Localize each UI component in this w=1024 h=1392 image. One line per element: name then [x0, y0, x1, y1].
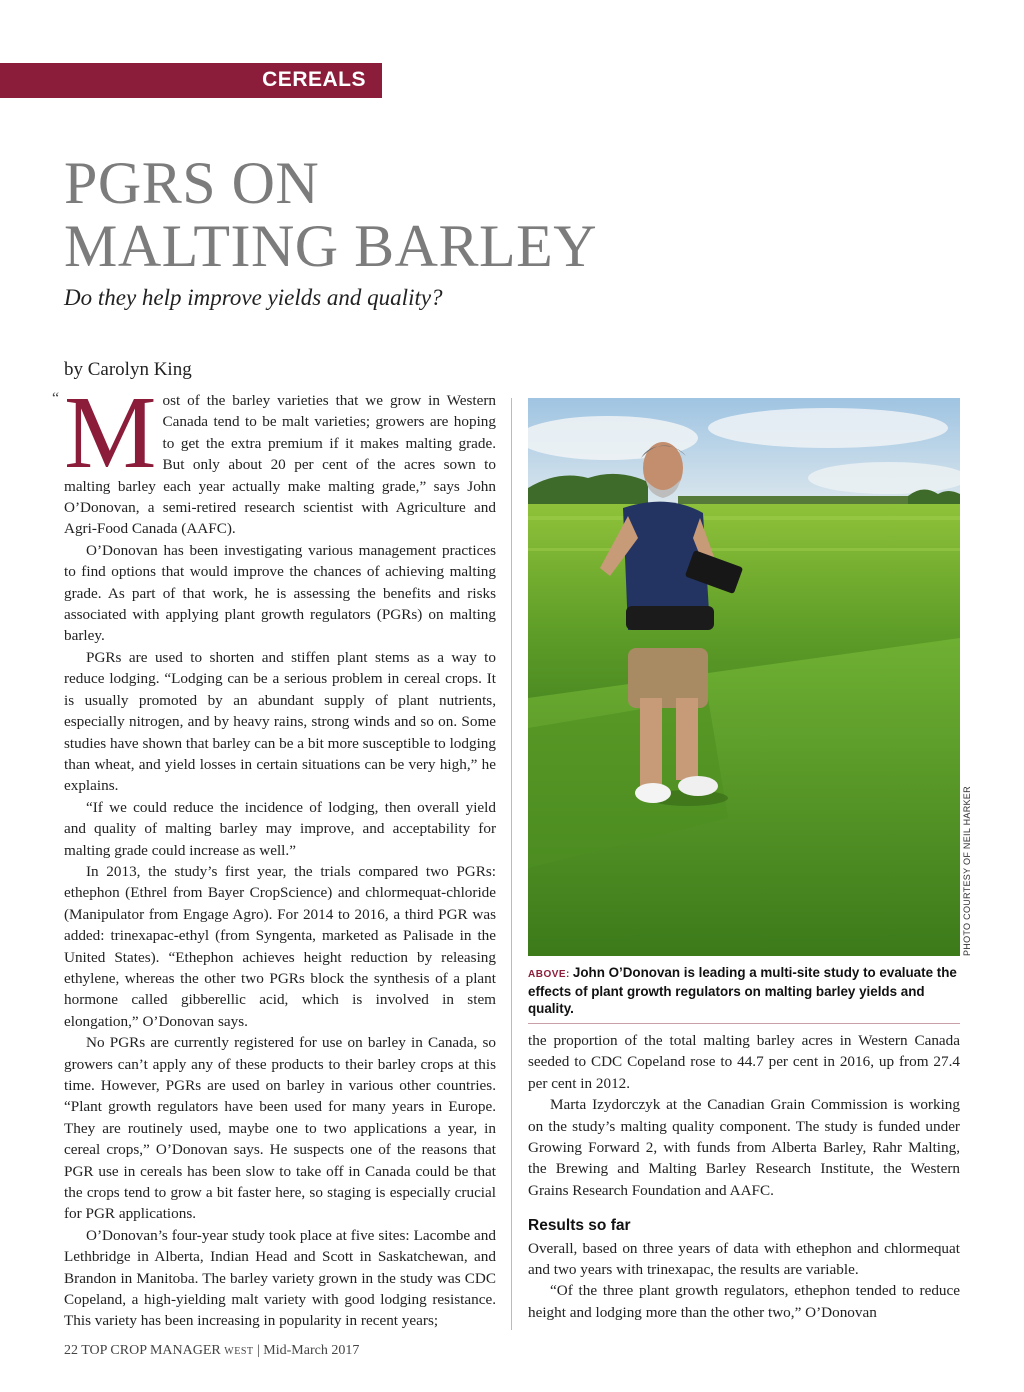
paragraph: No PGRs are currently registered for use on barley in Canada, so growers can’t apply any of these products to their barley crops at this time. However, PGRs are used on barley in various other countries. “Plant growth regulators have been used for many years in Europe. They are routinely used, maybe one to two applications a year, in cereal crops,” O’Donovan says. He suspects one of the reasons that PGR use in cereals has been slow to take off in Canada could be that the crops tend to grow a bit faster here, so staging is especially crucial for PGR applications. — [64, 1034, 496, 1223]
edition-label: WEST — [224, 1346, 254, 1357]
photo-credit: PHOTO COURTESY OF NEIL HARKER — [962, 786, 972, 956]
section-label: CEREALS — [262, 68, 366, 91]
headline — [64, 152, 684, 278]
paragraph: O’Donovan has been investigating various management practices to find options that would improve the chances of achieving malting grade. As part of that work, he is assessing the benefits and risks associated with applying plant growth regulators (PGRs) on malting barley. — [64, 541, 496, 645]
paragraph-text: ost of the barley varieties that we grow in Western Canada tend to be malt varieties; growers are hoping to get the extra premium if it makes malting grade. But only about 20 per cent of the acres sown to malting barley each year actually make malting grade,” says John O’Donovan, a semi-retired research scientist with Agriculture and Agri-Food Canada (AAFC). — [64, 392, 496, 538]
byline: by Carolyn King — [64, 359, 192, 380]
photo-researcher-in-barley-field — [528, 398, 960, 956]
page-footer — [64, 1343, 359, 1359]
article-column-right — [528, 1030, 960, 1323]
paragraph: In 2013, the study’s first year, the trials compared two PGRs: ethephon (Ethrel from Bayer CropScience) and chlormequat-chloride (Manipulator from Engage Agro). For 2014 to 2016, a third PGR was added: trinexapac-ethyl (from Syngenta, marketed as Palisade in the United States). “Ethephon achieves height reduction by releasing ethylene, whereas the other two PGRs block the synthesis of a plant hormone called gibberellic acid, which is involved in stem elongation,” O’Donovan says. — [64, 862, 496, 1030]
column-divider — [511, 398, 512, 1330]
paragraph: “If we could reduce the incidence of lodging, then overall yield and quality of malting barley may improve, and acceptability for malting grade could increase as well.” — [64, 798, 496, 859]
paragraph: Marta Izydorczyk at the Canadian Grain Commission is working on the study’s malting quality component. The study is funded under Growing Forward 2, with funds from Alberta Barley, Rahr Malting, the Brewing and Malting Barley Research Institute, the Western Grains Research Foundation and AAFC. — [528, 1096, 960, 1199]
caption-text: John O’Donovan is leading a multi-site study to evaluate the effects of plant growth regulators on malting barley yields and quality. — [528, 965, 957, 1016]
article-column-left — [64, 375, 496, 1332]
paragraph: O’Donovan’s four-year study took place at five sites: Lacombe and Lethbridge in Alberta, Indian Head and Scott in Saskatchewan, and Brandon in Manitoba. The barley variety grown in the study was CDC Copeland, a high-yielding malt variety with good lodging resistance. This variety has been increasing in popularity in recent years; — [64, 1226, 496, 1330]
headline-line-1: PGRS ON — [64, 150, 320, 216]
caption-lead: ABOVE: — [528, 969, 570, 980]
subhead-results: Results so far — [528, 1217, 631, 1235]
caption-divider — [528, 1023, 960, 1024]
paragraph: PGRs are used to shorten and stiffen plant stems as a way to reduce lodging. “Lodging can be a serious problem in cereal crops. It is usually promoted by an abundant supply of plant nutrients, especially nitrogen, and by heavy rains, strong winds and so on. Some studies have shown that barley can be a bit more susceptible to lodging than wheat, and yield losses in certain situations can be very high,” he explains. — [64, 648, 496, 795]
section-banner — [0, 63, 382, 98]
paragraph: the proportion of the total malting barley acres in Western Canada seeded to CDC Copeland rose to 44.7 per cent in 2016, up from 27.4 per cent in 2012. — [528, 1032, 960, 1092]
magazine-name: TOP CROP MANAGER — [81, 1343, 221, 1358]
page-number: 22 — [64, 1343, 78, 1358]
dropcap: M — [64, 375, 157, 490]
paragraph: “Of the three plant growth regulators, ethephon tended to reduce height and lodging more than the other two,” O’Donovan — [528, 1282, 960, 1321]
paragraph: Overall, based on three years of data with ethephon and chlormequat and two years with trinexapac, the results are variable. — [528, 1239, 960, 1279]
photo-caption — [528, 964, 960, 1017]
deck: Do they help improve yields and quality? — [64, 285, 443, 310]
footer-separator: | — [256, 1343, 260, 1358]
open-quote-mark: “ — [52, 390, 60, 407]
paragraph — [64, 375, 496, 540]
headline-line-2: MALTING BARLEY — [64, 213, 598, 279]
issue-date: Mid-March 2017 — [263, 1343, 360, 1358]
